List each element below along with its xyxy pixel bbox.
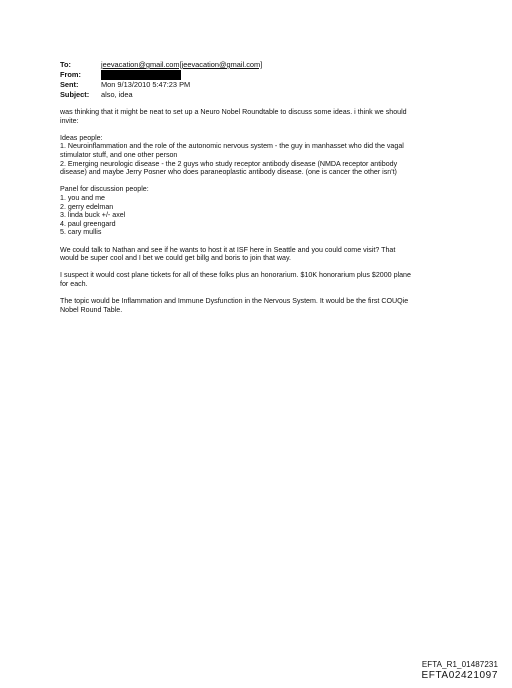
email-header bbox=[60, 60, 460, 100]
bates-number-2: EFTA02421097 bbox=[421, 670, 498, 681]
panel-item: 3. linda buck +/- axel bbox=[60, 211, 126, 220]
ideas-line: 2. Emerging neurologic disease - the 2 guys who study receptor antibody disease (NMDA receptor antibody bbox=[60, 159, 398, 168]
panel-item: 5. cary mullis bbox=[60, 228, 102, 237]
costs-line: I suspect it would cost plane tickets for all of these folks plus an honorarium. $10K honorarium plus $2000 plane bbox=[60, 271, 411, 280]
panel-title: Panel for discussion people: bbox=[60, 185, 149, 194]
panel-section bbox=[60, 185, 455, 237]
bates-number-1: EFTA_R1_01487231 bbox=[421, 660, 498, 669]
costs-line: for each. bbox=[60, 279, 88, 288]
topic-line: Nobel Round Table. bbox=[60, 305, 123, 314]
to-value[interactable]: jeevacation@gmail.com[jeevacation@gmail.com] bbox=[101, 60, 263, 69]
intro-line: was thinking that it might be neat to set up a Neuro Nobel Roundtable to discuss some ideas. i think we should bbox=[60, 108, 407, 116]
ideas-line: 1. Neuroinflammation and the role of the autonomic nervous system - the guy in manhasset who did the vagal bbox=[60, 142, 404, 151]
sent-label: Sent: bbox=[60, 80, 79, 89]
nathan-line: would be super cool and I bet we could get billg and boris to join that way. bbox=[60, 254, 291, 263]
panel-item: 2. gerry edelman bbox=[60, 202, 114, 211]
ideas-section bbox=[60, 134, 455, 177]
subject-value: also, idea bbox=[101, 90, 133, 99]
costs-paragraph bbox=[60, 271, 455, 288]
ideas-line: disease) and maybe Jerry Posner who does paraneoplastic antibody disease. (one is cancer the other isn't) bbox=[60, 168, 397, 177]
sent-value: Mon 9/13/2010 5:47:23 PM bbox=[101, 80, 191, 89]
topic-line: The topic would be Inflammation and Immune Dysfunction in the Nervous System. It would be the first COUQie bbox=[60, 297, 409, 306]
panel-item: 1. you and me bbox=[60, 193, 105, 202]
from-row bbox=[60, 70, 460, 80]
topic-paragraph bbox=[60, 297, 455, 314]
from-label: From: bbox=[60, 70, 81, 79]
nathan-line: We could talk to Nathan and see if he wants to host it at ISF here in Seattle and you could come visit? That bbox=[60, 245, 396, 254]
sent-row bbox=[60, 80, 460, 90]
to-row bbox=[60, 60, 460, 70]
redaction-box bbox=[101, 70, 181, 80]
nathan-paragraph bbox=[60, 246, 455, 263]
panel-item: 4. paul greengard bbox=[60, 219, 116, 228]
subject-row bbox=[60, 90, 460, 100]
bates-stamp bbox=[421, 660, 498, 682]
ideas-title: Ideas people: bbox=[60, 133, 103, 142]
intro-paragraph bbox=[60, 108, 455, 125]
subject-label: Subject: bbox=[60, 90, 90, 99]
to-label: To: bbox=[60, 60, 71, 69]
email-body bbox=[60, 108, 455, 323]
intro-line: invite: bbox=[60, 116, 79, 125]
ideas-line: stimulator stuff, and one other person bbox=[60, 150, 178, 159]
